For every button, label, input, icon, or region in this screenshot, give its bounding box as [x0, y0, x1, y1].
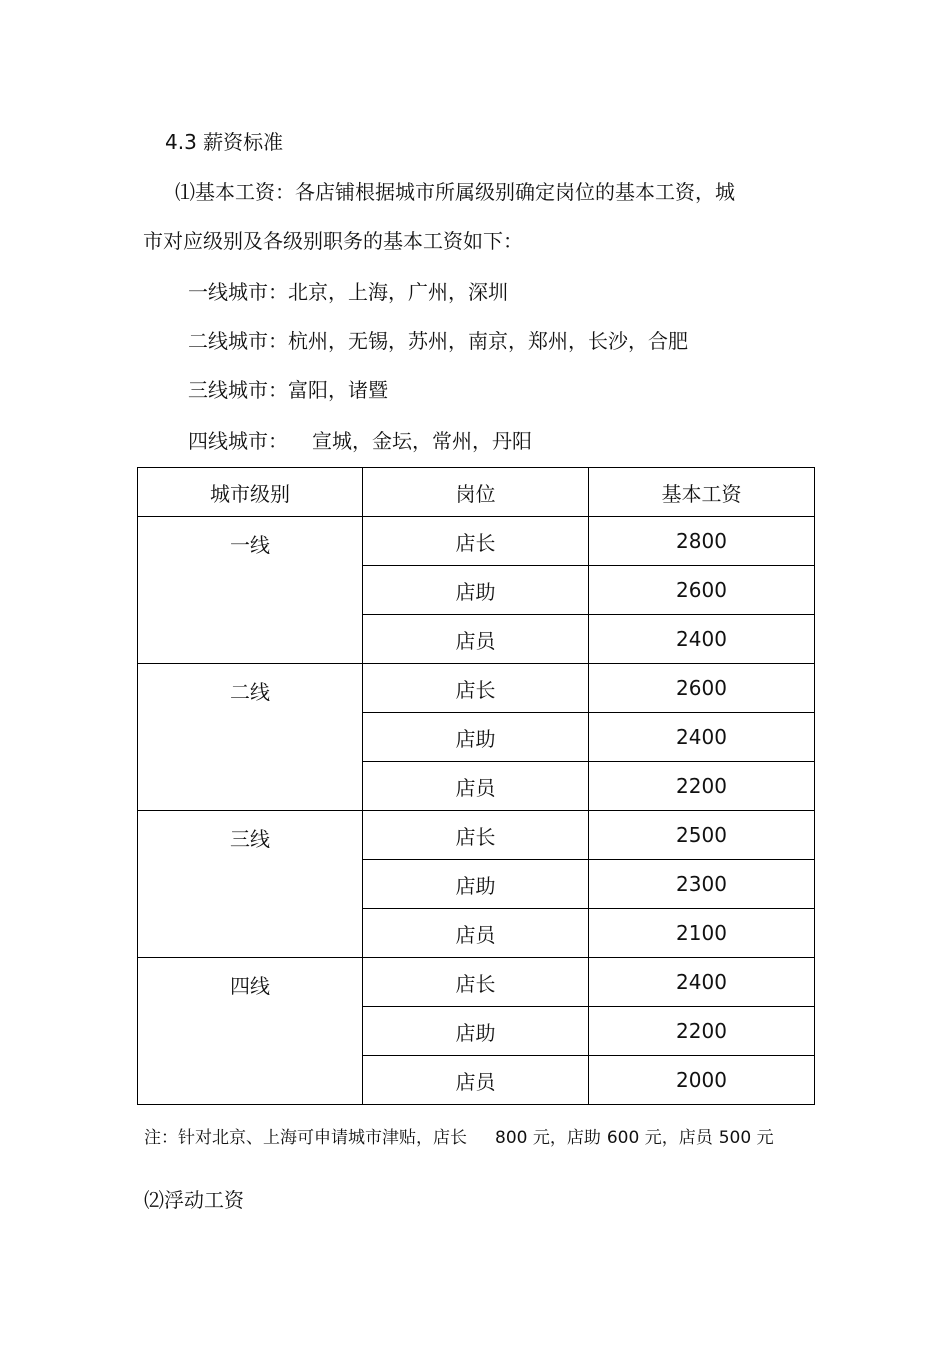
note-clerk-label: 店员	[678, 1128, 713, 1148]
note-prefix: 注：针对北京、上海可申请城市津贴，店长	[144, 1128, 467, 1148]
position-cell: 店助	[363, 566, 589, 615]
note-manager-amount: 800 元，	[495, 1128, 567, 1148]
salary-cell: 2100	[589, 909, 815, 958]
city-tier-cities: 富阳，诸暨	[288, 378, 388, 402]
position-cell: 店助	[363, 713, 589, 762]
tier-cell: 四线	[138, 958, 363, 1105]
salary-cell: 2800	[589, 517, 815, 566]
position-cell: 店长	[363, 664, 589, 713]
city-tier-cities: 北京，上海，广州，深圳	[288, 280, 508, 304]
header-base-salary: 基本工资	[589, 468, 815, 517]
city-tier-label: 四线城市：	[188, 429, 288, 453]
city-tier-label: 二线城市：	[188, 329, 288, 353]
table-row	[138, 958, 815, 1007]
salary-cell: 2500	[589, 811, 815, 860]
table-row	[138, 664, 815, 713]
tier-cell: 一线	[138, 517, 363, 664]
note-clerk-amount: 500 元	[718, 1128, 774, 1148]
note-assistant-label: 店助	[566, 1128, 601, 1148]
table-row	[138, 811, 815, 860]
city-tier-label: 三线城市：	[188, 378, 288, 402]
allowance-note	[144, 1127, 774, 1149]
salary-cell: 2400	[589, 958, 815, 1007]
city-tier-2-line	[188, 329, 688, 353]
salary-cell: 2200	[589, 1007, 815, 1056]
basic-salary-intro-line-2: 市对应级别及各级别职务的基本工资如下：	[143, 229, 523, 253]
city-tier-label: 一线城市：	[188, 280, 288, 304]
tier-cell: 三线	[138, 811, 363, 958]
salary-cell: 2600	[589, 664, 815, 713]
salary-cell: 2300	[589, 860, 815, 909]
basic-salary-intro-line-1: ⑴基本工资：各店铺根据城市所属级别确定岗位的基本工资，城	[175, 180, 735, 204]
note-assistant-amount: 600 元，	[606, 1128, 679, 1148]
salary-cell: 2400	[589, 615, 815, 664]
tier-cell: 二线	[138, 664, 363, 811]
city-tier-1-line	[188, 280, 508, 304]
salary-cell: 2400	[589, 713, 815, 762]
city-tier-cities: 杭州，无锡，苏州，南京，郑州，长沙，合肥	[288, 329, 688, 353]
header-position: 岗位	[363, 468, 589, 517]
city-tier-4-line	[188, 429, 532, 453]
table-row	[138, 517, 815, 566]
section-title: 4.3 薪资标准	[165, 130, 284, 154]
position-cell: 店长	[363, 517, 589, 566]
position-cell: 店长	[363, 811, 589, 860]
floating-salary-title: ⑵浮动工资	[144, 1188, 244, 1212]
header-city-tier: 城市级别	[138, 468, 363, 517]
position-cell: 店助	[363, 1007, 589, 1056]
city-tier-3-line	[188, 378, 388, 402]
position-cell: 店助	[363, 860, 589, 909]
salary-cell: 2000	[589, 1056, 815, 1105]
table-header-row	[138, 468, 815, 517]
position-cell: 店员	[363, 762, 589, 811]
position-cell: 店长	[363, 958, 589, 1007]
salary-cell: 2600	[589, 566, 815, 615]
position-cell: 店员	[363, 909, 589, 958]
city-tier-cities: 宣城，金坛，常州，丹阳	[312, 429, 532, 453]
position-cell: 店员	[363, 615, 589, 664]
position-cell: 店员	[363, 1056, 589, 1105]
salary-table	[137, 467, 815, 1105]
salary-cell: 2200	[589, 762, 815, 811]
